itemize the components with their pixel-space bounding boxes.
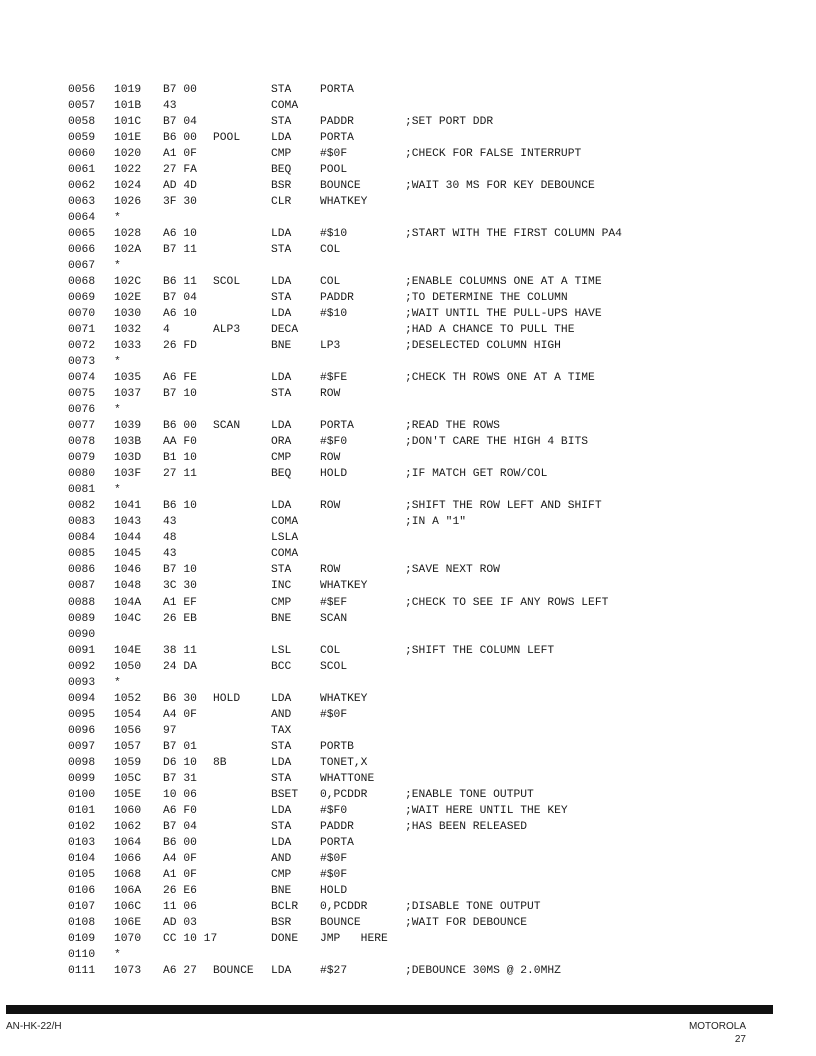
addr-field: 104E — [114, 644, 142, 657]
addr-field: 1062 — [114, 820, 142, 833]
addr-field: 102E — [114, 292, 142, 305]
line-field: 0076 — [68, 404, 96, 417]
code-field: B7 01 — [163, 740, 197, 753]
addr-field: 103D — [114, 452, 142, 465]
line-field: 0094 — [68, 692, 96, 705]
line-field: 0089 — [68, 612, 96, 625]
op-field: DONE — [271, 932, 299, 945]
code-field: B6 00 — [163, 420, 197, 433]
comment-field: ;HAD A CHANCE TO PULL THE — [405, 324, 575, 337]
op-field: COMA — [271, 100, 299, 113]
code-field: 97 — [163, 724, 177, 737]
op-field: BCC — [271, 660, 292, 673]
code-field: B6 00 — [163, 132, 197, 145]
line-field: 0095 — [68, 708, 96, 721]
addr-field: 1070 — [114, 932, 142, 945]
comment-field: ;WAIT 30 MS FOR KEY DEBOUNCE — [405, 180, 595, 193]
line-field: 0062 — [68, 180, 96, 193]
line-field: 0086 — [68, 564, 96, 577]
op-field: STA — [271, 820, 292, 833]
addr-field: 1035 — [114, 372, 142, 385]
op-field: COMA — [271, 516, 299, 529]
addr-field: * — [114, 260, 121, 273]
code-field: 3C 30 — [163, 580, 197, 593]
line-field: 0061 — [68, 164, 96, 177]
op-field: LSL — [271, 644, 292, 657]
line-field: 0056 — [68, 84, 96, 96]
op-field: TAX — [271, 724, 292, 737]
addr-field: 1064 — [114, 836, 142, 849]
addr-field: * — [114, 948, 121, 961]
code-field: 43 — [163, 548, 177, 561]
addr-field: 106A — [114, 884, 142, 897]
op-field: LSLA — [271, 532, 299, 545]
line-field: 0071 — [68, 324, 96, 337]
addr-field: 1059 — [114, 756, 142, 769]
code-field: B7 31 — [163, 772, 197, 785]
footer-rule — [6, 1005, 773, 1014]
operand-field: JMP HERE — [320, 932, 388, 945]
op-field: CMP — [271, 148, 292, 161]
op-field: INC — [271, 580, 292, 593]
op-field: CMP — [271, 452, 292, 465]
operand-field: TONET,X — [320, 756, 368, 769]
code-field: 26 E6 — [163, 884, 197, 897]
line-field: 0058 — [68, 116, 96, 129]
addr-field: 102A — [114, 244, 142, 257]
line-field: 0104 — [68, 852, 96, 865]
comment-field: ;DEBOUNCE 30MS @ 2.0MHZ — [405, 964, 561, 977]
code-field: A6 FE — [163, 372, 197, 385]
addr-field: 1028 — [114, 228, 142, 241]
addr-field: 101B — [114, 100, 142, 113]
operand-field: BOUNCE — [320, 916, 361, 929]
code-field: AD 4D — [163, 180, 197, 193]
line-field: 0098 — [68, 756, 96, 769]
comment-field: ;SHIFT THE COLUMN LEFT — [405, 644, 555, 657]
code-field: 11 06 — [163, 900, 197, 913]
op-field: STA — [271, 772, 292, 785]
addr-field: 1044 — [114, 532, 142, 545]
addr-field: 1057 — [114, 740, 142, 753]
op-field: LDA — [271, 836, 292, 849]
code-field: B6 11 — [163, 276, 197, 289]
op-field: CLR — [271, 196, 292, 209]
addr-field: 1046 — [114, 564, 142, 577]
op-field: BSET — [271, 788, 299, 801]
op-field: LDA — [271, 276, 292, 289]
comment-field: ;DON'T CARE THE HIGH 4 BITS — [405, 436, 589, 449]
line-field: 0109 — [68, 932, 96, 945]
addr-field: 1019 — [114, 84, 142, 96]
operand-field: ROW — [320, 500, 341, 513]
addr-field: 101E — [114, 132, 142, 145]
operand-field: COL — [320, 644, 341, 657]
line-field: 0081 — [68, 484, 96, 497]
operand-field: PORTB — [320, 740, 354, 753]
line-field: 0092 — [68, 660, 96, 673]
op-field: COMA — [271, 548, 299, 561]
line-field: 0096 — [68, 724, 96, 737]
op-field: LDA — [271, 308, 292, 321]
line-field: 0087 — [68, 580, 96, 593]
op-field: AND — [271, 852, 292, 865]
comment-field: ;SET PORT DDR — [405, 116, 494, 129]
code-field: 48 — [163, 532, 177, 545]
op-field: CMP — [271, 868, 292, 881]
operand-field: BOUNCE — [320, 180, 361, 193]
operand-field: PORTA — [320, 132, 354, 145]
line-field: 0080 — [68, 468, 96, 481]
operand-field: PORTA — [320, 420, 354, 433]
operand-field: #$10 — [320, 228, 348, 241]
comment-field: ;WAIT UNTIL THE PULL-UPS HAVE — [405, 308, 602, 321]
operand-field: WHATTONE — [320, 772, 375, 785]
comment-field: ;CHECK FOR FALSE INTERRUPT — [405, 148, 582, 161]
code-field: B6 30 — [163, 692, 197, 705]
operand-field: POOL — [320, 164, 348, 177]
operand-field: #$0F — [320, 148, 348, 161]
addr-field: * — [114, 212, 121, 225]
code-field: 24 DA — [163, 660, 197, 673]
page-number: 27 — [734, 1034, 746, 1045]
code-field: AA F0 — [163, 436, 197, 449]
op-field: LDA — [271, 500, 292, 513]
addr-field: 1066 — [114, 852, 142, 865]
code-field: B7 04 — [163, 116, 197, 129]
operand-field: PADDR — [320, 116, 354, 129]
addr-field: 1043 — [114, 516, 142, 529]
code-field: A1 EF — [163, 596, 197, 609]
label-field: HOLD — [213, 692, 241, 705]
comment-field: ;WAIT FOR DEBOUNCE — [405, 916, 528, 929]
addr-field: 1026 — [114, 196, 142, 209]
line-field: 0069 — [68, 292, 96, 305]
line-field: 0057 — [68, 100, 96, 113]
op-field: STA — [271, 116, 292, 129]
code-field: A6 10 — [163, 308, 197, 321]
operand-field: #$FE — [320, 372, 348, 385]
operand-field: PADDR — [320, 820, 354, 833]
op-field: STA — [271, 740, 292, 753]
op-field: DECA — [271, 324, 299, 337]
code-field: B7 10 — [163, 388, 197, 401]
operand-field: #$EF — [320, 596, 348, 609]
operand-field: WHATKEY — [320, 580, 368, 593]
comment-field: ;TO DETERMINE THE COLUMN — [405, 292, 568, 305]
code-field: A1 0F — [163, 148, 197, 161]
operand-field: #$F0 — [320, 436, 348, 449]
line-field: 0088 — [68, 596, 96, 609]
code-field: D6 10 — [163, 756, 197, 769]
line-field: 0085 — [68, 548, 96, 561]
op-field: AND — [271, 708, 292, 721]
addr-field: 104A — [114, 596, 142, 609]
addr-field: 1032 — [114, 324, 142, 337]
addr-field: 1056 — [114, 724, 142, 737]
code-field: A1 0F — [163, 868, 197, 881]
line-field: 0079 — [68, 452, 96, 465]
code-field: B7 04 — [163, 292, 197, 305]
line-field: 0083 — [68, 516, 96, 529]
addr-field: 1060 — [114, 804, 142, 817]
line-field: 0063 — [68, 196, 96, 209]
comment-field: ;WAIT HERE UNTIL THE KEY — [405, 804, 568, 817]
operand-field: HOLD — [320, 468, 348, 481]
line-field: 0107 — [68, 900, 96, 913]
line-field: 0060 — [68, 148, 96, 161]
operand-field: #$F0 — [320, 804, 348, 817]
line-field: 0111 — [68, 964, 96, 977]
line-field: 0065 — [68, 228, 96, 241]
op-field: LDA — [271, 756, 292, 769]
code-field: A6 10 — [163, 228, 197, 241]
addr-field: 1020 — [114, 148, 142, 161]
operand-field: SCOL — [320, 660, 348, 673]
op-field: BSR — [271, 180, 292, 193]
comment-field: ;DISABLE TONE OUTPUT — [405, 900, 541, 913]
code-field: B1 10 — [163, 452, 197, 465]
operand-field: LP3 — [320, 340, 341, 353]
addr-field: 1052 — [114, 692, 142, 705]
line-field: 0100 — [68, 788, 96, 801]
addr-field: 103F — [114, 468, 142, 481]
op-field: LDA — [271, 692, 292, 705]
addr-field: 1030 — [114, 308, 142, 321]
operand-field: ROW — [320, 388, 341, 401]
code-field: 43 — [163, 100, 177, 113]
comment-field: ;START WITH THE FIRST COLUMN PA4 — [405, 228, 622, 241]
op-field: LDA — [271, 132, 292, 145]
line-field: 0068 — [68, 276, 96, 289]
code-field: A6 27 — [163, 964, 197, 977]
comment-field: ;IF MATCH GET ROW/COL — [405, 468, 548, 481]
operand-field: 0,PCDDR — [320, 788, 368, 801]
document-id: AN-HK-22/H — [6, 1021, 62, 1032]
label-field: SCOL — [213, 276, 241, 289]
addr-field: * — [114, 484, 121, 497]
op-field: STA — [271, 244, 292, 257]
line-field: 0110 — [68, 948, 96, 961]
addr-field: 105C — [114, 772, 142, 785]
addr-field: 1068 — [114, 868, 142, 881]
op-field: LDA — [271, 964, 292, 977]
line-field: 0075 — [68, 388, 96, 401]
line-field: 0066 — [68, 244, 96, 257]
op-field: STA — [271, 84, 292, 96]
line-field: 0084 — [68, 532, 96, 545]
operand-field: #$27 — [320, 964, 348, 977]
op-field: STA — [271, 388, 292, 401]
addr-field: 106E — [114, 916, 142, 929]
line-field: 0059 — [68, 132, 96, 145]
addr-field: 1041 — [114, 500, 142, 513]
addr-field: 1054 — [114, 708, 142, 721]
code-field: B7 00 — [163, 84, 197, 96]
operand-field: #$0F — [320, 852, 348, 865]
line-field: 0097 — [68, 740, 96, 753]
company-name: MOTOROLA — [688, 1021, 746, 1032]
line-field: 0070 — [68, 308, 96, 321]
addr-field: * — [114, 404, 121, 417]
op-field: BEQ — [271, 164, 292, 177]
label-field: POOL — [213, 132, 241, 145]
op-field: LDA — [271, 420, 292, 433]
comment-field: ;ENABLE COLUMNS ONE AT A TIME — [405, 276, 602, 289]
addr-field: 105E — [114, 788, 142, 801]
label-field: ALP3 — [213, 324, 241, 337]
operand-field: PADDR — [320, 292, 354, 305]
addr-field: * — [114, 356, 121, 369]
line-field: 0091 — [68, 644, 96, 657]
op-field: BNE — [271, 884, 292, 897]
line-field: 0067 — [68, 260, 96, 273]
op-field: BCLR — [271, 900, 299, 913]
operand-field: COL — [320, 244, 341, 257]
operand-field: ROW — [320, 564, 341, 577]
code-field: AD 03 — [163, 916, 197, 929]
line-field: 0101 — [68, 804, 96, 817]
addr-field: 1024 — [114, 180, 142, 193]
operand-field: #$0F — [320, 868, 348, 881]
comment-field: ;ENABLE TONE OUTPUT — [405, 788, 534, 801]
operand-field: HOLD — [320, 884, 348, 897]
code-field: B7 10 — [163, 564, 197, 577]
addr-field: 102C — [114, 276, 142, 289]
addr-field: 1050 — [114, 660, 142, 673]
line-field: 0074 — [68, 372, 96, 385]
addr-field: 1073 — [114, 964, 142, 977]
comment-field: ;DESELECTED COLUMN HIGH — [405, 340, 561, 353]
comment-field: ;CHECK TO SEE IF ANY ROWS LEFT — [405, 596, 609, 609]
line-field: 0105 — [68, 868, 96, 881]
line-field: 0102 — [68, 820, 96, 833]
addr-field: 1045 — [114, 548, 142, 561]
op-field: BEQ — [271, 468, 292, 481]
addr-field: 104C — [114, 612, 142, 625]
code-field: 10 06 — [163, 788, 197, 801]
line-field: 0073 — [68, 356, 96, 369]
operand-field: #$0F — [320, 708, 348, 721]
addr-field: 101C — [114, 116, 142, 129]
label-field: 8B — [213, 756, 227, 769]
line-field: 0108 — [68, 916, 96, 929]
code-field: A4 0F — [163, 852, 197, 865]
op-field: ORA — [271, 436, 292, 449]
comment-field: ;SAVE NEXT ROW — [405, 564, 500, 577]
addr-field: 1039 — [114, 420, 142, 433]
addr-field: * — [114, 676, 121, 689]
code-field: A4 0F — [163, 708, 197, 721]
operand-field: ROW — [320, 452, 341, 465]
addr-field: 1022 — [114, 164, 142, 177]
addr-field: 1033 — [114, 340, 142, 353]
code-field: 26 FD — [163, 340, 197, 353]
comment-field: ;CHECK TH ROWS ONE AT A TIME — [405, 372, 595, 385]
op-field: BSR — [271, 916, 292, 929]
op-field: CMP — [271, 596, 292, 609]
line-field: 0072 — [68, 340, 96, 353]
addr-field: 1048 — [114, 580, 142, 593]
op-field: LDA — [271, 804, 292, 817]
line-field: 0082 — [68, 500, 96, 513]
line-field: 0078 — [68, 436, 96, 449]
operand-field: WHATKEY — [320, 692, 368, 705]
operand-field: WHATKEY — [320, 196, 368, 209]
code-field: 27 FA — [163, 164, 197, 177]
code-field: 26 EB — [163, 612, 197, 625]
code-field: B6 00 — [163, 836, 197, 849]
code-field: 38 11 — [163, 644, 197, 657]
operand-field: 0,PCDDR — [320, 900, 368, 913]
op-field: BNE — [271, 612, 292, 625]
code-field: B7 11 — [163, 244, 197, 257]
code-field: B7 04 — [163, 820, 197, 833]
code-field: 4 — [163, 324, 170, 337]
code-field: CC 10 17 — [163, 932, 218, 945]
operand-field: #$10 — [320, 308, 348, 321]
line-field: 0093 — [68, 676, 96, 689]
operand-field: PORTA — [320, 836, 354, 849]
op-field: BNE — [271, 340, 292, 353]
op-field: STA — [271, 564, 292, 577]
operand-field: COL — [320, 276, 341, 289]
line-field: 0090 — [68, 628, 96, 641]
label-field: SCAN — [213, 420, 241, 433]
comment-field: ;HAS BEEN RELEASED — [405, 820, 528, 833]
code-field: 43 — [163, 516, 177, 529]
code-field: B6 10 — [163, 500, 197, 513]
addr-field: 1037 — [114, 388, 142, 401]
operand-field: SCAN — [320, 612, 348, 625]
code-field: 3F 30 — [163, 196, 197, 209]
comment-field: ;SHIFT THE ROW LEFT AND SHIFT — [405, 500, 602, 513]
line-field: 0106 — [68, 884, 96, 897]
comment-field: ;IN A "1" — [405, 516, 467, 529]
addr-field: 106C — [114, 900, 142, 913]
line-field: 0077 — [68, 420, 96, 433]
label-field: BOUNCE — [213, 964, 254, 977]
addr-field: 103B — [114, 436, 142, 449]
code-field: A6 F0 — [163, 804, 197, 817]
line-field: 0064 — [68, 212, 96, 225]
op-field: LDA — [271, 372, 292, 385]
line-field: 0099 — [68, 772, 96, 785]
operand-field: PORTA — [320, 84, 354, 96]
code-field: 27 11 — [163, 468, 197, 481]
op-field: STA — [271, 292, 292, 305]
comment-field: ;READ THE ROWS — [405, 420, 500, 433]
op-field: LDA — [271, 228, 292, 241]
line-field: 0103 — [68, 836, 96, 849]
